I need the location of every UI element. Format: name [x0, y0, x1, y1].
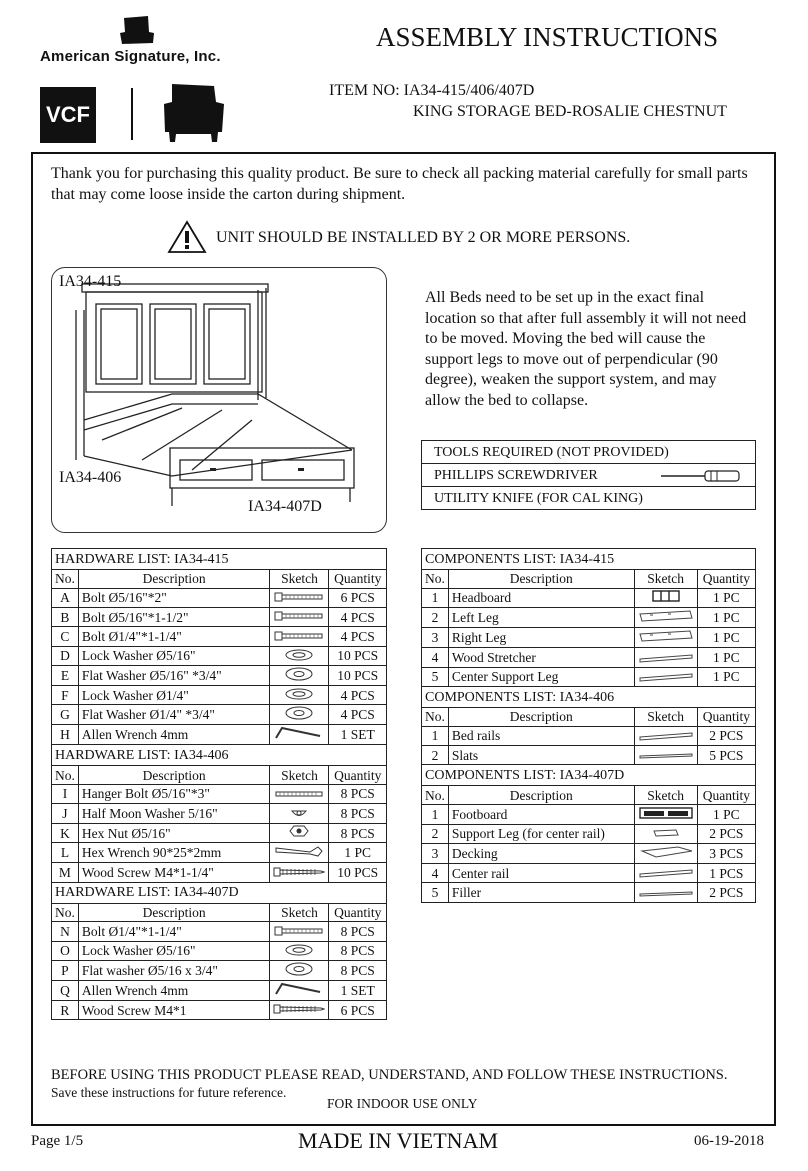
table-row: [422, 726, 756, 745]
item-quantity-cell: 1 PC: [697, 804, 755, 824]
table-row: [422, 667, 756, 686]
item-quantity-cell: 5 PCS: [697, 745, 755, 764]
rail-icon: [638, 865, 694, 882]
screwdriver-icon: [661, 469, 743, 483]
hardware-section-title: HARDWARE LIST: IA34-407D: [52, 882, 387, 903]
item-description-cell: Left Leg: [448, 608, 634, 628]
item-quantity-cell: 4 PCS: [329, 627, 387, 646]
item-description-cell: Filler: [448, 883, 634, 902]
table-row: [52, 804, 387, 823]
item-description-cell: Wood Screw M4*1-1/4": [78, 863, 270, 882]
item-quantity-cell: 8 PCS: [329, 922, 387, 941]
lockwasher-icon: [284, 943, 314, 960]
components-section-title: COMPONENTS LIST: IA34-406: [422, 687, 756, 708]
components-section-title: COMPONENTS LIST: IA34-407D: [422, 765, 756, 786]
table-row: [422, 628, 756, 648]
item-sketch-cell: [634, 844, 697, 864]
sketch-column-header: Sketch: [634, 570, 697, 589]
item-description-cell: Allen Wrench 4mm: [78, 725, 270, 745]
item-number-cell: 3: [422, 628, 449, 648]
document-title: ASSEMBLY INSTRUCTIONS: [376, 22, 719, 52]
item-description-cell: Lock Washer Ø5/16": [78, 941, 270, 960]
sketch-column-header: Sketch: [270, 766, 329, 785]
table-row: [422, 588, 756, 608]
item-sketch-cell: [270, 961, 329, 981]
item-number-cell: 5: [422, 667, 449, 686]
table-row: [422, 864, 756, 883]
table-row: [52, 863, 387, 882]
item-sketch-cell: [634, 804, 697, 824]
item-description-cell: Lock Washer Ø1/4": [78, 686, 270, 705]
hexwrench-icon: [274, 844, 324, 862]
item-quantity-cell: 4 PCS: [329, 705, 387, 725]
table-row: [422, 824, 756, 843]
item-quantity-cell: 1 PC: [697, 648, 755, 667]
item-number-cell: 1: [422, 588, 449, 608]
item-sketch-cell: [634, 588, 697, 608]
allen-icon: [274, 726, 324, 744]
lockwasher-icon: [284, 687, 314, 704]
rail-icon: [638, 728, 694, 745]
item-quantity-cell: 1 PC: [697, 667, 755, 686]
quantity-column-header: Quantity: [329, 570, 387, 589]
item-sketch-cell: [634, 667, 697, 686]
table-row: [52, 922, 387, 941]
item-quantity-cell: 2 PCS: [697, 883, 755, 902]
item-number-cell: G: [52, 705, 79, 725]
item-sketch-cell: [270, 1000, 329, 1019]
item-number-cell: K: [52, 823, 79, 843]
item-quantity-cell: 1 SET: [329, 725, 387, 745]
item-quantity-cell: 1 SET: [329, 981, 387, 1001]
item-number-cell: 5: [422, 883, 449, 902]
item-sketch-cell: [270, 823, 329, 843]
item-quantity-cell: 1 PC: [329, 843, 387, 863]
leg-icon: [638, 609, 694, 627]
item-number-cell: 1: [422, 804, 449, 824]
hardware-section-header: [52, 549, 387, 570]
table-row: [422, 844, 756, 864]
headboard-label: IA34-415: [59, 273, 122, 290]
item-sketch-cell: [270, 941, 329, 960]
table-row: [52, 961, 387, 981]
warning-text: UNIT SHOULD BE INSTALLED BY 2 OR MORE PERSONS.: [216, 229, 631, 246]
sketch-column-header: Sketch: [270, 570, 329, 589]
item-quantity-cell: 4 PCS: [329, 607, 387, 626]
table-row: [52, 1000, 387, 1019]
table-row: [52, 686, 387, 705]
brand-name: American Signature, Inc.: [40, 48, 221, 65]
item-number-cell: N: [52, 922, 79, 941]
description-column-header: Description: [78, 766, 270, 785]
lockwasher-icon: [284, 648, 314, 665]
table-row: [52, 941, 387, 960]
no-column-header: No.: [52, 903, 79, 922]
components-section-title: COMPONENTS LIST: IA34-415: [422, 549, 756, 570]
sketch-column-header: Sketch: [270, 903, 329, 922]
item-quantity-cell: 6 PCS: [329, 1000, 387, 1019]
tools-header-row: [422, 441, 756, 464]
item-quantity-cell: 4 PCS: [329, 686, 387, 705]
table-row: [422, 883, 756, 902]
table-row: [52, 981, 387, 1001]
item-description-cell: Lock Washer Ø5/16": [78, 646, 270, 665]
item-description-cell: Bolt Ø5/16"*2": [78, 588, 270, 607]
item-quantity-cell: 8 PCS: [329, 961, 387, 981]
slat-icon: [638, 747, 694, 764]
item-description-cell: Center rail: [448, 864, 634, 883]
item-number-cell: P: [52, 961, 79, 981]
item-quantity-cell: 1 PCS: [697, 864, 755, 883]
item-sketch-cell: [270, 705, 329, 725]
item-description-cell: Slats: [448, 745, 634, 764]
allen-icon: [274, 982, 324, 1000]
item-number-cell: 2: [422, 824, 449, 843]
item-sketch-cell: [634, 726, 697, 745]
item-quantity-cell: 8 PCS: [329, 941, 387, 960]
warning-icon: [167, 220, 207, 254]
table-row: [52, 843, 387, 863]
table-row: [422, 745, 756, 764]
components-section-header: [422, 687, 756, 708]
item-description-cell: Right Leg: [448, 628, 634, 648]
item-quantity-cell: 8 PCS: [329, 804, 387, 823]
item-quantity-cell: 3 PCS: [697, 844, 755, 864]
logo-divider: [131, 88, 133, 140]
item-description-cell: Bolt Ø1/4"*1-1/4": [78, 627, 270, 646]
headboard-icon: [651, 589, 681, 607]
bolt-icon: [274, 609, 324, 626]
hardware-section-title: HARDWARE LIST: IA34-415: [52, 549, 387, 570]
item-sketch-cell: [270, 922, 329, 941]
description-column-header: Description: [448, 708, 634, 727]
item-number-cell: L: [52, 843, 79, 863]
indoor-use-text: FOR INDOOR USE ONLY: [327, 1096, 478, 1111]
item-number-cell: E: [52, 666, 79, 686]
column-header-row: [422, 708, 756, 727]
save-instructions-text: Save these instructions for future reference.: [51, 1085, 287, 1100]
item-quantity-cell: 10 PCS: [329, 863, 387, 882]
hardware-section-header: [52, 745, 387, 766]
item-description-cell: Center Support Leg: [448, 667, 634, 686]
document-date: 06-19-2018: [694, 1133, 764, 1149]
footboard-label: IA34-407D: [248, 498, 322, 515]
hardware-section-title: HARDWARE LIST: IA34-406: [52, 745, 387, 766]
quantity-column-header: Quantity: [329, 766, 387, 785]
item-description-cell: Hanger Bolt Ø5/16"*3": [78, 784, 270, 803]
description-column-header: Description: [78, 570, 270, 589]
screw-icon: [273, 865, 325, 882]
item-sketch-cell: [270, 863, 329, 882]
chair-logo-icon: [118, 14, 156, 46]
tools-table: [421, 440, 756, 510]
item-number-cell: 3: [422, 844, 449, 864]
item-quantity-cell: 2 PCS: [697, 726, 755, 745]
column-header-row: [422, 570, 756, 589]
components-table: [421, 548, 756, 903]
product-name: KING STORAGE BED-ROSALIE CHESTNUT: [413, 103, 727, 120]
item-sketch-cell: [270, 843, 329, 863]
bolt-icon: [274, 924, 324, 941]
table-row: [52, 588, 387, 607]
item-description-cell: Bed rails: [448, 726, 634, 745]
item-sketch-cell: [634, 628, 697, 648]
rails-label: IA34-406: [59, 469, 122, 486]
sketch-column-header: Sketch: [634, 786, 697, 805]
item-quantity-cell: 10 PCS: [329, 666, 387, 686]
item-description-cell: Flat washer Ø5/16 x 3/4": [78, 961, 270, 981]
item-description-cell: Footboard: [448, 804, 634, 824]
tools-row: [422, 487, 756, 510]
item-number-cell: B: [52, 607, 79, 626]
item-description-cell: Flat Washer Ø1/4" *3/4": [78, 705, 270, 725]
table-row: [52, 705, 387, 725]
item-number-cell: 4: [422, 864, 449, 883]
item-quantity-cell: 8 PCS: [329, 823, 387, 843]
item-number-cell: J: [52, 804, 79, 823]
item-sketch-cell: [270, 804, 329, 823]
item-number-cell: H: [52, 725, 79, 745]
item-quantity-cell: 1 PC: [697, 608, 755, 628]
no-column-header: No.: [52, 570, 79, 589]
column-header-row: [52, 766, 387, 785]
item-number-cell: 1: [422, 726, 449, 745]
tools-title: TOOLS REQUIRED (NOT PROVIDED): [422, 441, 756, 464]
item-description-cell: Bolt Ø1/4"*1-1/4": [78, 922, 270, 941]
hardware-table: [51, 548, 387, 1020]
item-number-cell: I: [52, 784, 79, 803]
item-description-cell: Wood Stretcher: [448, 648, 634, 667]
item-description-cell: Flat Washer Ø5/16" *3/4": [78, 666, 270, 686]
item-sketch-cell: [270, 725, 329, 745]
column-header-row: [52, 903, 387, 922]
no-column-header: No.: [422, 708, 449, 727]
item-number-cell: D: [52, 646, 79, 665]
item-number-cell: O: [52, 941, 79, 960]
quantity-column-header: Quantity: [697, 708, 755, 727]
quantity-column-header: Quantity: [329, 903, 387, 922]
item-quantity-cell: 2 PCS: [697, 824, 755, 843]
item-number-cell: 4: [422, 648, 449, 667]
item-sketch-cell: [634, 864, 697, 883]
item-sketch-cell: [270, 981, 329, 1001]
item-description-cell: Hex Wrench 90*25*2mm: [78, 843, 270, 863]
item-number-cell: 2: [422, 745, 449, 764]
no-column-header: No.: [422, 570, 449, 589]
setup-note: All Beds need to be set up in the exact final location so that after full assembly it will not need to be moved. Moving the bed will cause the support legs to move out of perpendicular (90 degree), weaken the support system, and may allow the bed to collapse.: [425, 289, 747, 409]
item-description-cell: Allen Wrench 4mm: [78, 981, 270, 1001]
item-quantity-cell: 10 PCS: [329, 646, 387, 665]
item-number-cell: M: [52, 863, 79, 882]
armchair-icon: [162, 82, 228, 146]
components-section-header: [422, 549, 756, 570]
item-number-cell: C: [52, 627, 79, 646]
no-column-header: No.: [422, 786, 449, 805]
intro-text: Thank you for purchasing this quality product. Be sure to check all packing material carefully for small parts that may come loose inside the carton during shipment.: [51, 165, 748, 203]
item-sketch-cell: [270, 686, 329, 705]
item-number-cell: 2: [422, 608, 449, 628]
components-section-header: [422, 765, 756, 786]
item-sketch-cell: [270, 784, 329, 803]
item-number-cell: R: [52, 1000, 79, 1019]
tool-name: UTILITY KNIFE (FOR CAL KING): [422, 487, 756, 510]
item-sketch-cell: [634, 883, 697, 902]
item-description-cell: Decking: [448, 844, 634, 864]
washer-icon: [284, 667, 314, 685]
item-sketch-cell: [634, 608, 697, 628]
washer-icon: [284, 706, 314, 724]
table-row: [52, 646, 387, 665]
tools-row: [422, 464, 756, 487]
item-sketch-cell: [634, 745, 697, 764]
table-row: [52, 823, 387, 843]
item-quantity-cell: 8 PCS: [329, 784, 387, 803]
item-number-cell: Q: [52, 981, 79, 1001]
washer-icon: [284, 962, 314, 980]
column-header-row: [422, 786, 756, 805]
table-row: [422, 648, 756, 667]
description-column-header: Description: [78, 903, 270, 922]
no-column-header: No.: [52, 766, 79, 785]
item-description-cell: Wood Screw M4*1: [78, 1000, 270, 1019]
hardware-section-header: [52, 882, 387, 903]
item-sketch-cell: [270, 646, 329, 665]
table-row: [52, 784, 387, 803]
halfmoon-icon: [289, 806, 309, 823]
table-row: [52, 627, 387, 646]
slat-icon: [638, 885, 694, 902]
item-number: ITEM NO: IA34-415/406/407D: [329, 82, 535, 99]
bolt-icon: [274, 629, 324, 646]
screw-icon: [273, 1002, 325, 1019]
footboard-icon: [638, 806, 694, 824]
tool-name: PHILLIPS SCREWDRIVER: [434, 467, 598, 483]
item-description-cell: Headboard: [448, 588, 634, 608]
item-sketch-cell: [634, 648, 697, 667]
item-number-cell: F: [52, 686, 79, 705]
page-number: Page 1/5: [31, 1133, 84, 1149]
quantity-column-header: Quantity: [697, 570, 755, 589]
item-quantity-cell: 1 PC: [697, 588, 755, 608]
read-instructions-text: BEFORE USING THIS PRODUCT PLEASE READ, UNDERSTAND, AND FOLLOW THESE INSTRUCTIONS.: [51, 1067, 728, 1083]
quantity-column-header: Quantity: [697, 786, 755, 805]
item-description-cell: Bolt Ø5/16"*1-1/2": [78, 607, 270, 626]
description-column-header: Description: [448, 570, 634, 589]
deck-icon: [638, 845, 694, 863]
rail-icon: [638, 650, 694, 667]
item-sketch-cell: [270, 588, 329, 607]
leg-icon: [638, 629, 694, 647]
item-sketch-cell: [270, 666, 329, 686]
vcf-logo: VCF: [40, 87, 96, 143]
item-description-cell: Hex Nut Ø5/16": [78, 823, 270, 843]
column-header-row: [52, 570, 387, 589]
rail-icon: [638, 669, 694, 686]
item-sketch-cell: [270, 627, 329, 646]
item-sketch-cell: [270, 607, 329, 626]
item-quantity-cell: 1 PC: [697, 628, 755, 648]
smallleg-icon: [646, 826, 686, 843]
table-row: [52, 607, 387, 626]
table-row: [52, 666, 387, 686]
bolt-icon: [274, 590, 324, 607]
item-description-cell: Support Leg (for center rail): [448, 824, 634, 843]
hexnut-icon: [289, 824, 309, 842]
item-sketch-cell: [634, 824, 697, 843]
item-description-cell: Half Moon Washer 5/16": [78, 804, 270, 823]
hanger-icon: [274, 786, 324, 803]
table-row: [422, 608, 756, 628]
table-row: [422, 804, 756, 824]
sketch-column-header: Sketch: [634, 708, 697, 727]
table-row: [52, 725, 387, 745]
item-quantity-cell: 6 PCS: [329, 588, 387, 607]
made-in-text: MADE IN VIETNAM: [298, 1128, 499, 1153]
description-column-header: Description: [448, 786, 634, 805]
item-number-cell: A: [52, 588, 79, 607]
